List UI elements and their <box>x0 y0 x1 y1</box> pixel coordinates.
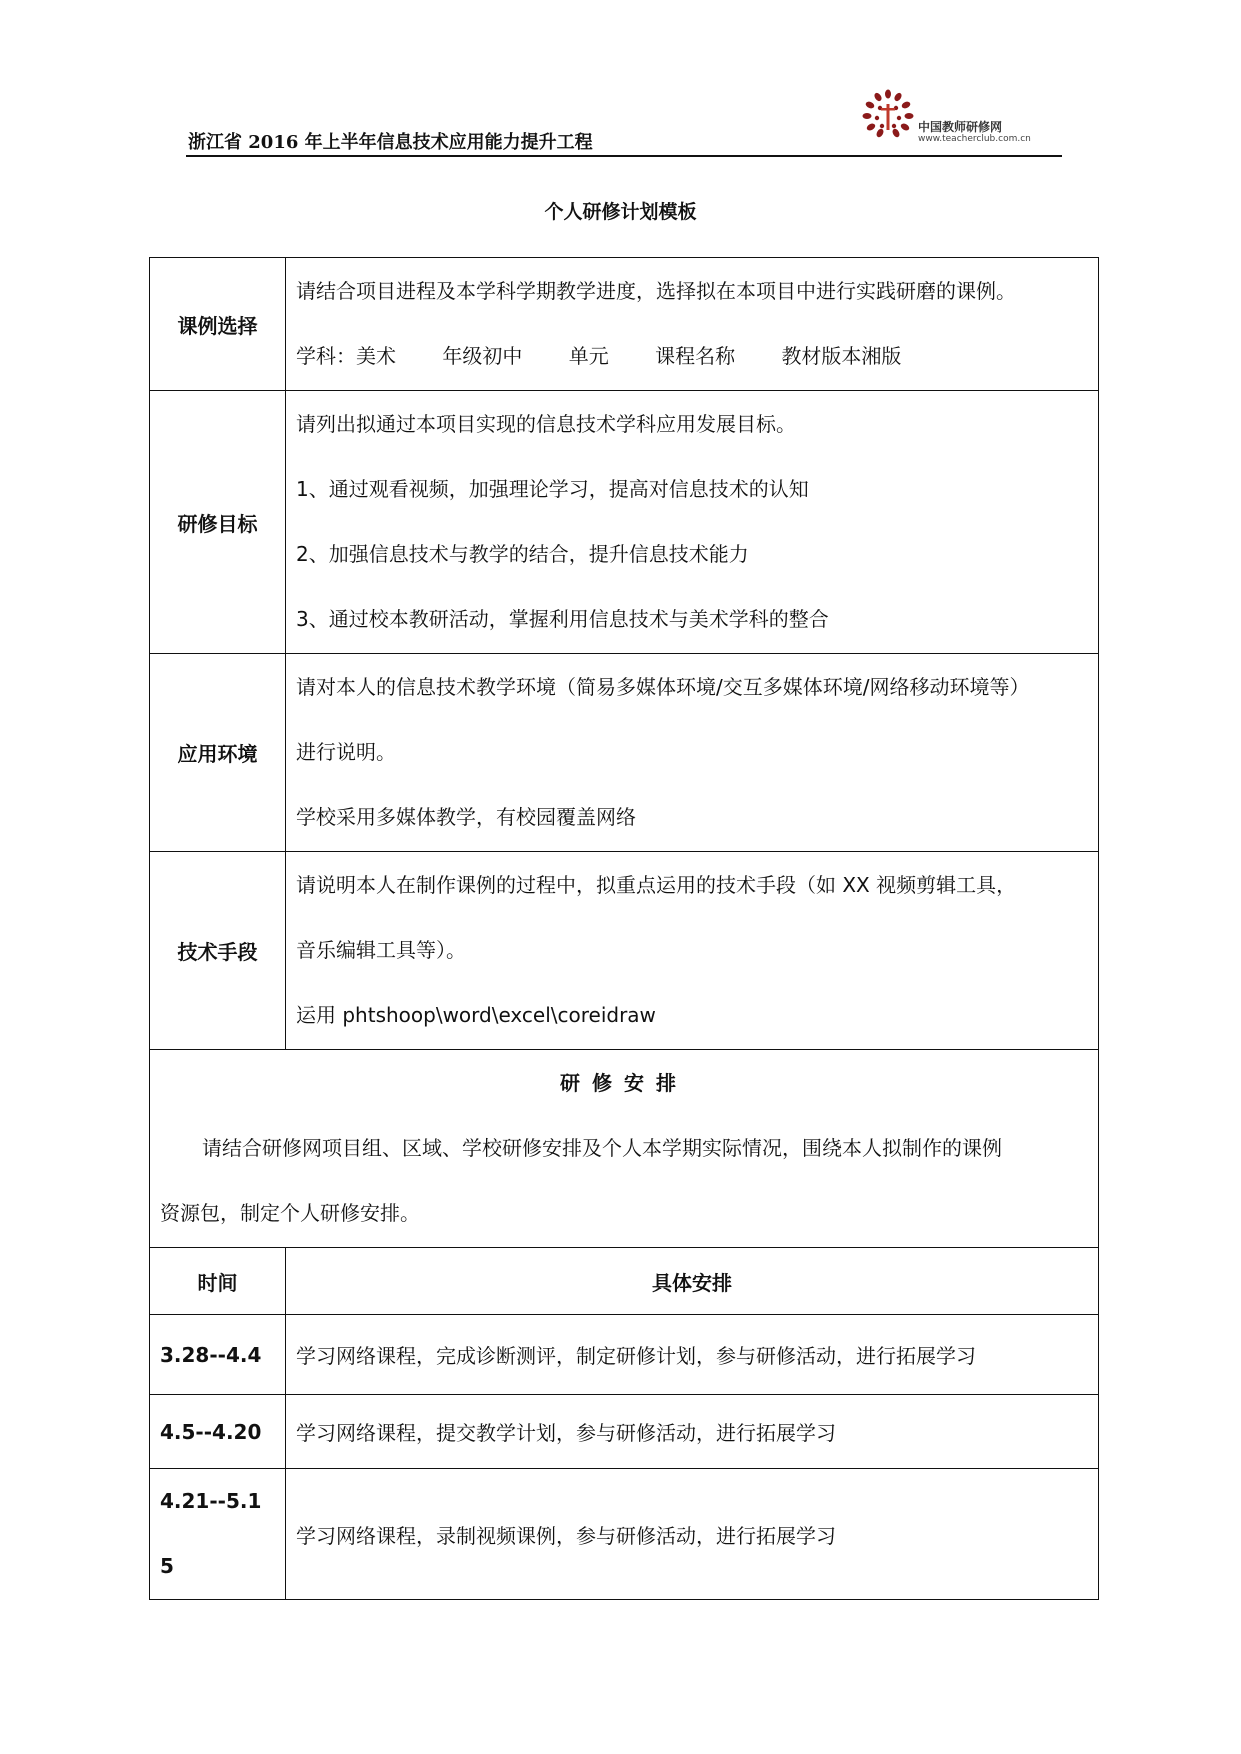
course-name-field: 课程名称 <box>655 344 736 368</box>
case-row <box>150 258 1099 391</box>
case-content <box>286 258 1099 391</box>
tech-answer: 运用 phtshoop\word\excel\coreidraw <box>296 1003 656 1027</box>
teacherclub-logo <box>858 88 1058 150</box>
environment-row <box>150 654 1099 852</box>
environment-answer: 学校采用多媒体教学，有校园覆盖网络 <box>296 805 636 829</box>
schedule-detail: 学习网络课程，提交教学计划，参与研修活动，进行拓展学习 <box>286 1395 1099 1469</box>
tech-content <box>286 852 1099 1050</box>
time-column-header: 时间 <box>150 1248 286 1315</box>
grade-field: 年级初中 <box>442 344 523 368</box>
schedule-intro <box>150 1050 1099 1248</box>
logo-name: 中国教师研修网 <box>918 120 1003 134</box>
subject-field: 学科：美术 <box>296 344 396 368</box>
textbook-edition-field: 教材版本湘版 <box>781 344 902 368</box>
header-rule <box>186 155 1062 157</box>
goal-item: 1、通过观看视频，加强理论学习，提高对信息技术的认知 <box>296 477 809 501</box>
detail-column-header: 具体安排 <box>286 1248 1099 1315</box>
schedule-title: 研修安排 <box>560 1071 688 1095</box>
schedule-row <box>150 1315 1099 1395</box>
schedule-intro-row <box>150 1050 1099 1248</box>
goal-item: 3、通过校本教研活动，掌握利用信息技术与美术学科的整合 <box>296 607 829 631</box>
schedule-time-line: 5 <box>160 1554 174 1578</box>
goals-content <box>286 391 1099 654</box>
goal-item: 2、加强信息技术与教学的结合，提升信息技术能力 <box>296 542 749 566</box>
environment-prompt-cont: 进行说明。 <box>296 740 396 764</box>
case-label: 课例选择 <box>150 258 286 391</box>
tech-row <box>150 852 1099 1050</box>
schedule-detail: 学习网络课程，录制视频课例，参与研修活动，进行拓展学习 <box>286 1469 1099 1600</box>
schedule-time: 4.5--4.20 <box>150 1395 286 1469</box>
case-prompt: 请结合项目进程及本学科学期教学进度，选择拟在本项目中进行实践研磨的课例。 <box>296 279 1016 303</box>
schedule-time <box>150 1469 286 1600</box>
tech-prompt: 请说明本人在制作课例的过程中，拟重点运用的技术手段（如 XX 视频剪辑工具， <box>296 873 1017 897</box>
goals-prompt: 请列出拟通过本项目实现的信息技术学科应用发展目标。 <box>296 412 796 436</box>
schedule-time: 3.28--4.4 <box>150 1315 286 1395</box>
schedule-row <box>150 1395 1099 1469</box>
schedule-detail: 学习网络课程，完成诊断测评，制定研修计划，参与研修活动，进行拓展学习 <box>286 1315 1099 1395</box>
schedule-intro-line: 资源包，制定个人研修安排。 <box>160 1201 420 1225</box>
plan-table <box>149 257 1099 1600</box>
tech-label: 技术手段 <box>150 852 286 1050</box>
environment-content <box>286 654 1099 852</box>
schedule-row <box>150 1469 1099 1600</box>
case-fields <box>296 324 1088 389</box>
goals-label: 研修目标 <box>150 391 286 654</box>
header-text: 浙江省 2016 年上半年信息技术应用能力提升工程 <box>188 132 593 153</box>
logo-url: www.teacherclub.com.cn <box>918 134 1031 144</box>
document-title: 个人研修计划模板 <box>544 201 697 223</box>
unit-field: 单元 <box>568 344 609 368</box>
schedule-time-line: 4.21--5.1 <box>160 1489 262 1513</box>
schedule-intro-line: 请结合研修网项目组、区域、学校研修安排及个人本学期实际情况，围绕本人拟制作的课例 <box>202 1136 1002 1160</box>
goals-row <box>150 391 1099 654</box>
environment-prompt: 请对本人的信息技术教学环境（简易多媒体环境/交互多媒体环境/网络移动环境等） <box>296 675 1030 699</box>
schedule-intro-text <box>160 1116 1088 1181</box>
schedule-header-row <box>150 1248 1099 1315</box>
logo-flower-icon <box>858 88 918 138</box>
environment-label: 应用环境 <box>150 654 286 852</box>
tech-prompt-cont: 音乐编辑工具等）。 <box>296 938 466 962</box>
